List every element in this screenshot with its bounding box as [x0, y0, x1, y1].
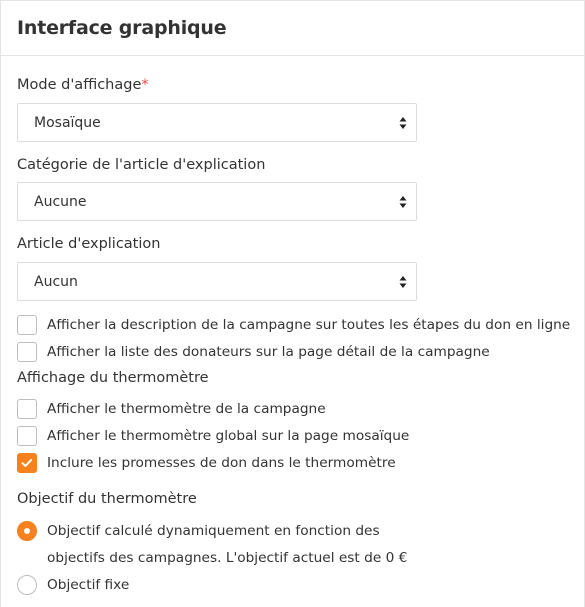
goal-option-line2: objectifs des campagnes. L'objectif actuel est de 0 € [47, 550, 408, 566]
required-asterisk: * [141, 77, 149, 93]
goal-option-line1: Objectif calculé dynamiquement en fonction des [47, 523, 380, 539]
checkbox-checked[interactable] [17, 453, 37, 473]
checkbox[interactable] [17, 342, 37, 362]
panel-title: Interface graphique [17, 17, 227, 39]
thermometer-goal-title: Objectif du thermomètre [17, 491, 197, 507]
explanation-article-select[interactable] [17, 262, 417, 301]
select-arrows-icon [399, 116, 407, 130]
display-mode-label [17, 77, 149, 93]
explanation-category-label: Catégorie de l'article d'explication [17, 157, 266, 173]
explanation-article-label: Article d'explication [17, 236, 161, 252]
panel-header [1, 1, 584, 56]
goal-option-label [47, 518, 407, 572]
explanation-category-value: Aucune [34, 194, 87, 210]
radio-selected[interactable] [17, 521, 37, 541]
goal-option-label: Objectif fixe [47, 577, 130, 593]
option-label: Inclure les promesses de don dans le thermomètre [47, 455, 396, 471]
checkbox[interactable] [17, 399, 37, 419]
display-mode-select[interactable] [17, 103, 417, 142]
checkbox[interactable] [17, 426, 37, 446]
option-label: Afficher la liste des donateurs sur la page détail de la campagne [47, 344, 490, 360]
option-label: Afficher le thermomètre de la campagne [47, 401, 326, 417]
display-mode-label-text: Mode d'affichage [17, 77, 142, 93]
explanation-category-select[interactable] [17, 182, 417, 221]
thermometer-display-title: Affichage du thermomètre [17, 370, 209, 386]
checkmark-icon [18, 454, 36, 472]
select-arrows-icon [399, 195, 407, 209]
checkbox[interactable] [17, 315, 37, 335]
option-label: Afficher le thermomètre global sur la page mosaïque [47, 428, 410, 444]
explanation-article-value: Aucun [34, 274, 78, 290]
display-mode-value: Mosaïque [34, 115, 101, 131]
select-arrows-icon [399, 275, 407, 289]
option-label: Afficher la description de la campagne sur toutes les étapes du don en ligne [47, 317, 571, 333]
radio[interactable] [17, 575, 37, 595]
